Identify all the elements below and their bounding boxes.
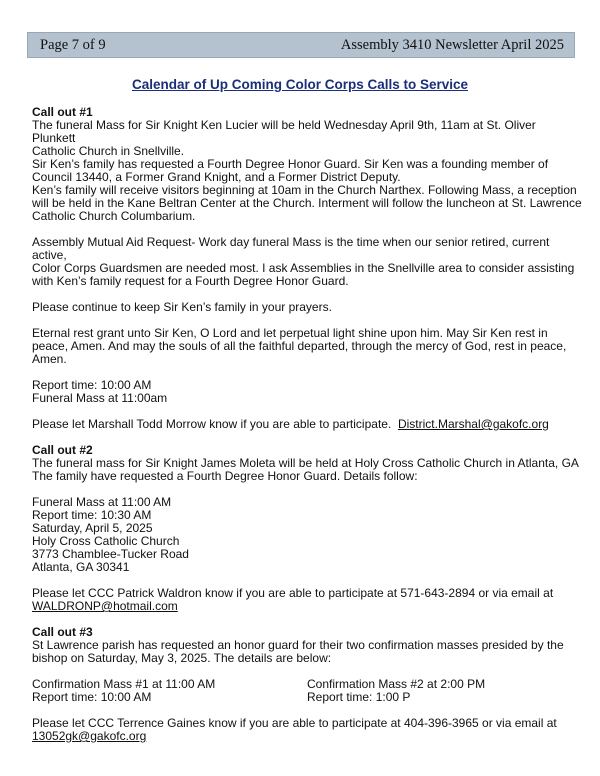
- callout1-contact-text: Please let Marshall Todd Morrow know if you are able to participate.: [32, 417, 398, 431]
- eternal-rest-line: Eternal rest grant unto Sir Ken, O Lord and let perpetual light shine upon him. May Sir Ken rest in: [32, 326, 548, 340]
- callout2-detail: Holy Cross Catholic Church: [32, 534, 180, 548]
- callout2-detail: Saturday, April 5, 2025: [32, 521, 153, 535]
- callout3-heading: Call out #3: [32, 625, 93, 639]
- callout1-report-time: Report time: 10:00 AM: [32, 378, 152, 392]
- callout2-contact: Please let CCC Patrick Waldron know if you are able to participate at 571-643-2894 or via email at: [32, 586, 554, 600]
- page-header: [27, 32, 575, 58]
- callout1-line: The funeral Mass for Sir Knight Ken Lucier will be held Wednesday April 9th, 11am at St. Oliver Plunkett: [32, 118, 536, 145]
- mutual-aid-line: Color Corps Guardsmen are needed most. I ask Assemblies in the Snellville area to consider assisting: [32, 261, 575, 275]
- callout2-detail: Atlanta, GA 30341: [32, 560, 130, 574]
- callout2-detail: Report time: 10:30 AM: [32, 508, 152, 522]
- callout2-detail: 3773 Chamblee-Tucker Road: [32, 547, 189, 561]
- newsletter-title: Assembly 3410 Newsletter April 2025: [340, 37, 564, 53]
- mass2-title: Confirmation Mass #2 at 2:00 PM: [307, 677, 486, 691]
- confirmation-mass-2: [307, 678, 582, 704]
- mutual-aid-line: with Ken’s family request for a Fourth Degree Honor Guard.: [32, 274, 349, 288]
- callout2-line: The family have requested a Fourth Degree Honor Guard. Details follow:: [32, 469, 418, 483]
- page-number: Page 7 of 9: [40, 37, 106, 53]
- callout2-email-link[interactable]: WALDRONP@hotmail.com: [32, 599, 178, 613]
- mass1-title: Confirmation Mass #1 at 11:00 AM: [32, 677, 216, 691]
- callout1-line: Sir Ken’s family has requested a Fourth Degree Honor Guard. Sir Ken was a founding member of: [32, 157, 549, 171]
- callout1-email-link[interactable]: District.Marshal@gakofc.org: [397, 417, 549, 431]
- callout3-contact: Please let CCC Terrence Gaines know if you are able to participate at 404-396-3965 or via email at: [32, 716, 557, 730]
- callout1-line: will be held in the Kane Beltran Center at the Church. Interment will follow the luncheon at St. Lawrence: [32, 196, 582, 210]
- callout1-line: Catholic Church in Snellville.: [32, 144, 185, 158]
- callout3-line: St Lawrence parish has requested an honor guard for their two confirmation masses presided by the: [32, 638, 564, 652]
- callout2-detail: Funeral Mass at 11:00 AM: [32, 495, 172, 509]
- confirmation-mass-1: [32, 678, 307, 704]
- mass2-report: Report time: 1:00 P: [307, 690, 411, 704]
- callout1-heading: Call out #1: [32, 105, 93, 119]
- callout1-line: Council 13440, a Former Grand Knight, and a Former District Deputy.: [32, 170, 401, 184]
- callout2-line: The funeral mass for Sir Knight James Moleta will be held at Holy Cross Catholic Church in Atlanta, GA: [32, 456, 579, 470]
- callout3-line: bishop on Saturday, May 3, 2025. The details are below:: [32, 651, 332, 665]
- confirmation-masses: [32, 678, 582, 704]
- page-title: Calendar of Up Coming Color Corps Calls to Service: [131, 77, 469, 92]
- callout1-mass-time: Funeral Mass at 11:00am: [32, 391, 168, 405]
- callout1-contact: [32, 418, 582, 431]
- document-body: [32, 106, 582, 743]
- eternal-rest-line: peace, Amen. And may the souls of all the faithful departed, through the mercy of God, rest in peace,: [32, 339, 567, 353]
- callout2-heading: Call out #2: [32, 443, 93, 457]
- eternal-rest-line: Amen.: [32, 352, 67, 366]
- callout1-line: Catholic Church Columbarium.: [32, 209, 196, 223]
- mutual-aid-line: Assembly Mutual Aid Request- Work day funeral Mass is the time when our senior retired, current active,: [32, 235, 550, 262]
- callout3-email-link[interactable]: 13052gk@gakofc.org: [32, 729, 147, 743]
- callout1-line: Ken’s family will receive visitors beginning at 10am in the Church Narthex. Following Mass, a reception: [32, 183, 577, 197]
- prayer-request: Please continue to keep Sir Ken’s family in your prayers.: [32, 300, 332, 314]
- mass1-report: Report time: 10:00 AM: [32, 690, 152, 704]
